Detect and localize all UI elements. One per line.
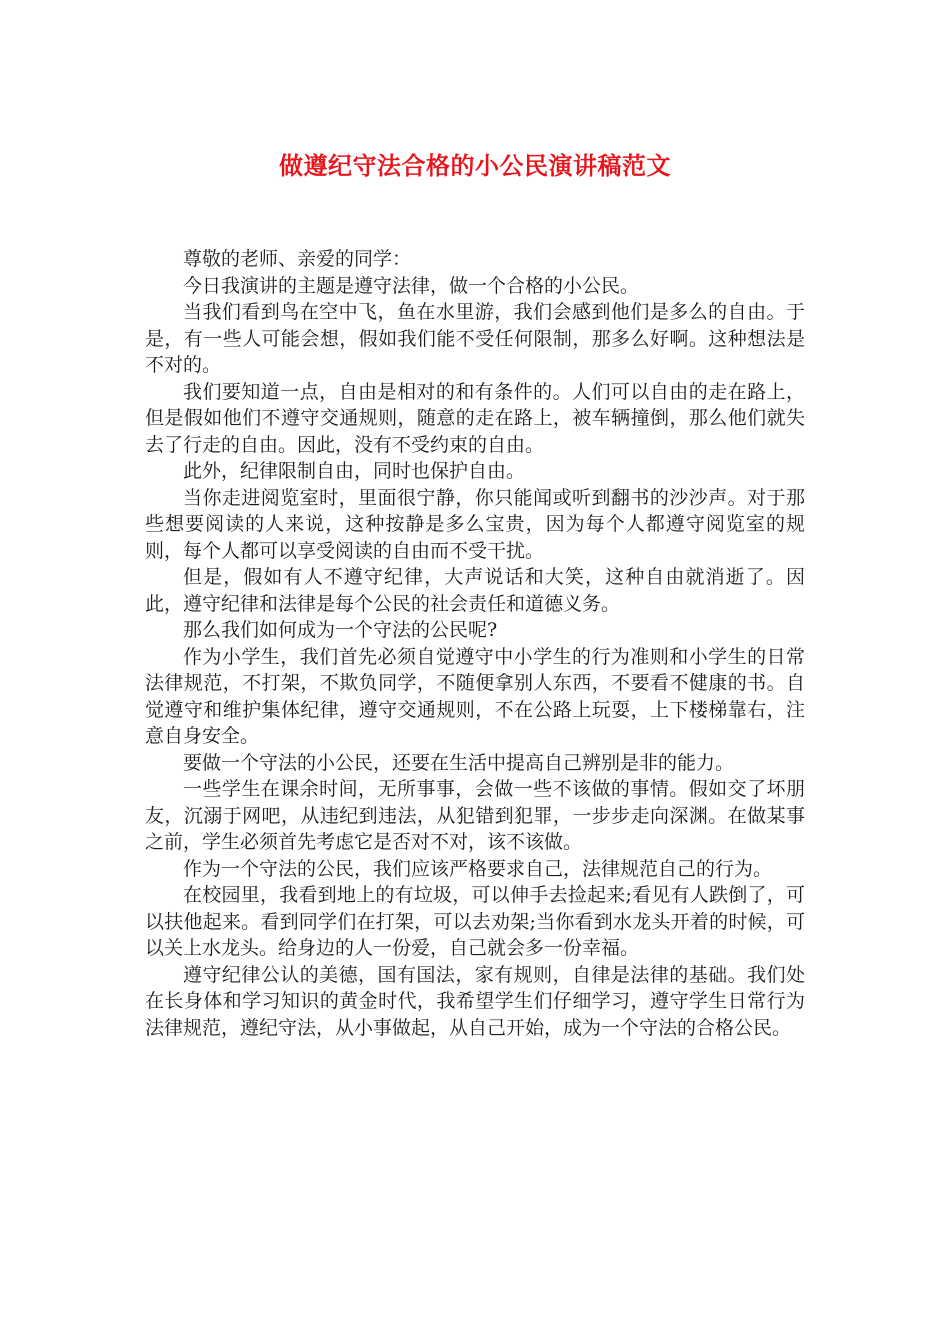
paragraph: 我们要知道一点，自由是相对的和有条件的。人们可以自由的走在路上，但是假如他们不遵守交通规则，随意的走在路上，被车辆撞倒，那么他们就失去了行走的自由。因此，没有不受约束的自由。 bbox=[145, 380, 805, 456]
paragraph: 作为一个守法的公民，我们应该严格要求自己，法律规范自己的行为。 bbox=[183, 857, 773, 880]
paragraph: 作为小学生，我们首先必须自觉遵守中小学生的行为准则和小学生的日常法律规范，不打架，不欺负同学，不随便拿别人东西，不要看不健康的书。自觉遵守和维护集体纪律，遵守交通规则，不在公路上玩耍，上下楼梯靠右，注意自身安全。 bbox=[145, 645, 805, 747]
paragraph: 当我们看到鸟在空中飞，鱼在水里游，我们会感到他们是多么的自由。于是，有一些人可能会想，假如我们能不受任何限制，那多么好啊。这种想法是不对的。 bbox=[145, 301, 805, 376]
paragraph: 要做一个守法的小公民，还要在生活中提高自己辨别是非的能力。 bbox=[183, 751, 735, 774]
paragraph: 此外，纪律限制自由，同时也保护自由。 bbox=[183, 460, 526, 482]
page-title: 做遵纪守法合格的小公民演讲稿范文 bbox=[279, 152, 671, 181]
paragraph: 今日我演讲的主题是遵守法律，做一个合格的小公民。 bbox=[183, 274, 640, 297]
paragraph: 尊敬的老师、亲爱的同学： bbox=[183, 248, 412, 270]
speech-body bbox=[145, 246, 805, 1041]
paragraph: 那么我们如何成为一个守法的公民呢? bbox=[183, 619, 498, 641]
paragraph: 但是，假如有人不遵守纪律，大声说话和大笑，这种自由就消逝了。因此，遵守纪律和法律是每个公民的社会责任和道德义务。 bbox=[145, 566, 805, 615]
paragraph: 当你走进阅览室时，里面很宁静，你只能闻或听到翻书的沙沙声。对于那些想要阅读的人来说，这种按静是多么宝贵，因为每个人都遵守阅览室的规则，每个人都可以享受阅读的自由而不受干扰。 bbox=[145, 486, 805, 562]
paragraph: 一些学生在课余时间，无所事事，会做一些不该做的事情。假如交了坏朋友，沉溺于网吧，从违纪到违法，从犯错到犯罪，一步步走向深渊。在做某事之前，学生必须首先考虑它是否对不对，该不该做。 bbox=[145, 778, 805, 853]
paragraph: 在校园里，我看到地上的有垃圾，可以伸手去捡起来;看见有人跌倒了，可以扶他起来。看到同学们在打架，可以去劝架;当你看到水龙头开着的时候，可以关上水龙头。给身边的人一份爱，自己就会多一份幸福。 bbox=[145, 884, 805, 959]
paragraph: 遵守纪律公认的美德，国有国法，家有规则，自律是法律的基础。我们处在长身体和学习知识的黄金时代，我希望学生们仔细学习，遵守学生日常行为法律规范，遵纪守法，从小事做起，从自己开始，成为一个守法的合格公民。 bbox=[145, 963, 805, 1039]
